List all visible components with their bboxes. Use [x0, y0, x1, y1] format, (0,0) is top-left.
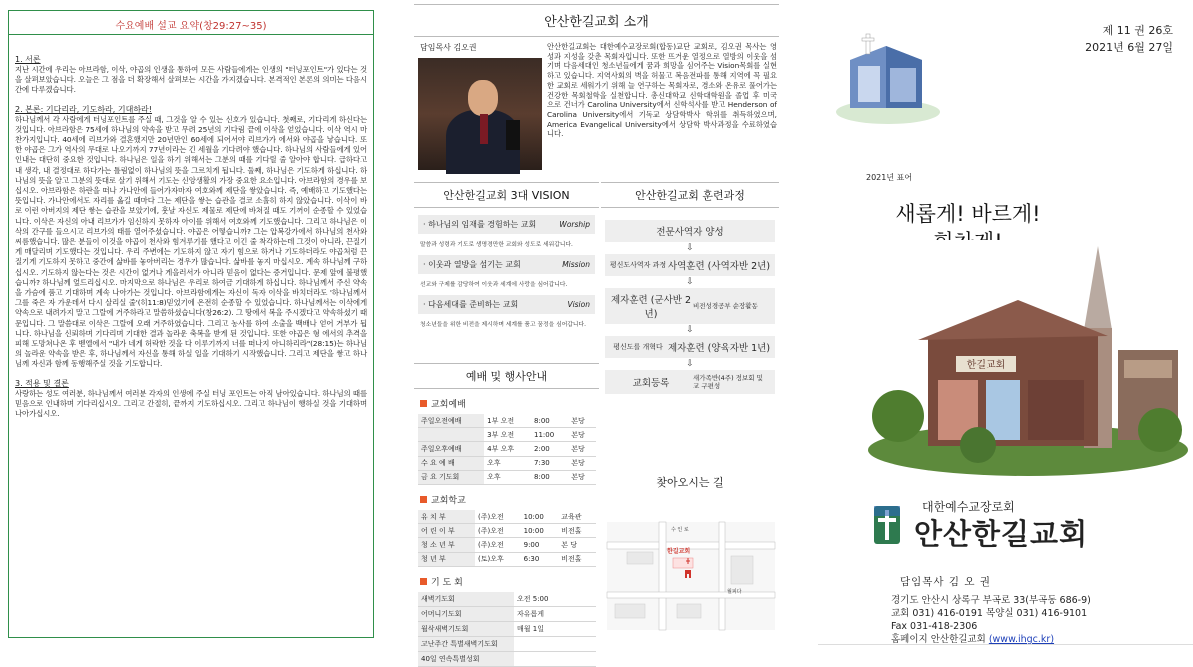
step-right: 새가족반(4주) 정보회 및 교 구편성 [693, 374, 763, 390]
table-cell: 본당 [568, 428, 596, 442]
table-cell: 40일 연속특별성회 [418, 651, 514, 666]
table-cell [418, 428, 484, 442]
step-left: 평신도사역자 과정 [609, 261, 667, 269]
intro-panel [414, 4, 779, 174]
vision-label: · 다음세대를 준비하는 교회 [423, 300, 519, 309]
service-row [418, 470, 596, 484]
table-cell: 10:00 [521, 510, 559, 524]
down-arrow-icon: ⇩ [686, 277, 694, 287]
table-cell: 2:00 [531, 442, 568, 456]
step-left: 교회등록 [632, 378, 670, 389]
prayer-heading: 기 도 회 [420, 575, 599, 588]
homepage: 홈페이지 안산한길교회 (www.ihgc.kr) [891, 634, 1055, 645]
table-cell: 자유롭게 [514, 606, 596, 621]
church-photo [868, 240, 1188, 472]
vision-desc: 선교와 구제를 감당하여 이웃과 세계에 사랑을 심어갑니다. [420, 282, 568, 288]
table-cell [514, 636, 596, 651]
vision-en: Vision [567, 300, 590, 309]
sermon-section [15, 105, 367, 370]
table-cell: 6:30 [521, 552, 559, 566]
training-step [605, 254, 775, 276]
table-cell: 매월 1일 [514, 621, 596, 636]
vision-item [418, 215, 595, 234]
vision-item [418, 255, 595, 274]
down-arrow-icon: ⇩ [686, 243, 694, 253]
vision-en: Mission [562, 260, 590, 269]
section-heading: 2. 본론: 기다리라, 기도하라, 기대하라! [15, 104, 152, 114]
church-name: 안산한길교회 [914, 517, 1089, 551]
issue-number: 제 11 권 26호 [1102, 24, 1173, 37]
intro-description: 안산한길교회는 대한예수교장로회(합동)교단 교회로, 김오권 목사는 영성과 지성을 갖춘 목회자입니다. 또한 뜨거운 열정으로 열방의 이웃을 섬기며 다음세대인 청소년들에게 꿈과 희망을 심어주는 Vision목회를 실현하고 있습니다. 지역사회의 벽을 허물고 복음전파를 통해 지역에 꼭 필요한 교회로 세워가기 위해 늘 연구하는 목회자로, 경소와 온유로 풀어가는 건강한 목회철학을 실천합니다. 총신대학교 신학대학원을 졸업 후 미국으로 건너가 Carolina University에서 신학석사를 받고 Henderson of Carolina University에서 기독교 상담학박사 학위를 취득하였으며, America Evangelical University에서 상담학 박사과정을 수료하였습니다. [547, 42, 777, 139]
prayer-row [418, 636, 596, 651]
services-heading: 교회예배 [420, 397, 599, 410]
directions-title: 찾아오시는 길 [601, 470, 779, 494]
denomination: 대한예수교장로회 [922, 500, 1015, 514]
worship-panel [414, 363, 599, 663]
table-cell: 주일오후예배 [418, 442, 484, 456]
table-cell: (주)오전 [475, 510, 521, 524]
prayer-row [418, 606, 596, 621]
down-arrow-icon: ⇩ [686, 359, 694, 369]
table-cell: 월삭새벽기도회 [418, 621, 514, 636]
cover-panel [818, 8, 1193, 645]
section-body: 지난 시간에 우리는 아브라함, 이삭, 야곱의 인생을 통하여 모든 사람들에게는 인생의 "터닝포인트"가 있다는 것을 살펴보았습니다. 오늘은 그 점을 더 확장해서 살펴보는 시간을 가지겠습니다. 본격적인 본론의 의미는 다음시간에 다루겠습니다. [15, 65, 367, 95]
service-row [418, 456, 596, 470]
map-area-label: 월피다 [727, 589, 742, 595]
table-cell: 새벽기도회 [418, 592, 514, 607]
prayer-table [418, 592, 596, 667]
table-cell: 오전 5:00 [514, 592, 596, 607]
training-top: 전문사역자 양성 [605, 220, 775, 242]
service-row [418, 442, 596, 456]
table-cell: 고난주간 특별새벽기도회 [418, 636, 514, 651]
table-cell: 비전홀 [558, 524, 596, 538]
contact-info [891, 594, 1091, 646]
step-left: 제자훈련 (군사반 2년) [610, 295, 692, 320]
table-cell: 본당 [568, 456, 596, 470]
bullet-square-icon [420, 496, 427, 503]
map-church-label: 한길교회 [667, 548, 691, 555]
vision-title: 안산한길교회 3대 VISION [414, 182, 599, 208]
training-step [605, 336, 775, 358]
church-logo [868, 496, 1148, 560]
table-cell: 3부 오전 [484, 428, 531, 442]
sermon-section [15, 55, 367, 96]
step-right: 사역훈련 (사역자반 2년) [667, 261, 771, 272]
prayer-row [418, 651, 596, 666]
vision-desc: 청소년들을 위한 비전을 제시하며 세계를 품고 꿈정을 심어갑니다. [420, 322, 586, 328]
training-step [605, 370, 775, 394]
table-cell: 4부 오후 [484, 442, 531, 456]
service-row [418, 414, 596, 428]
table-cell: 비전홀 [558, 552, 596, 566]
training-panel [601, 182, 779, 462]
vision-label: · 하나님의 임재를 경험하는 교회 [423, 220, 537, 229]
slogan-line1: 새롭게! 바르게! [895, 202, 1041, 226]
location-map [607, 522, 775, 630]
table-cell: 유 치 부 [418, 510, 475, 524]
training-step [605, 288, 775, 324]
table-cell: (주)오전 [475, 524, 521, 538]
table-cell: 10:00 [521, 524, 559, 538]
service-row [418, 428, 596, 442]
homepage-link[interactable]: (www.ihgc.kr) [988, 634, 1055, 645]
table-cell: 7:30 [531, 456, 568, 470]
issue-date: 2021년 6월 27일 [1085, 41, 1173, 54]
step-left: 평신도를 개혁다 [613, 343, 663, 351]
section-body: 하나님께서 각 사람에게 터닝포인트를 주실 때, 그것을 알 수 있는 신호가 있습니다. 첫째로, 기다리게 하신다는 것입니다. 아브라함은 75세에 하나님의 약속을 받고 무려 25년의 기다림 끝에 이삭을 얻었습니다. 이삭 역시 마찬가지입니다. 40세에 리브가와 결혼했지만 20년만인 60세에 되어서야 리브가가 에서와 야곱을 낳습니다. 또한 야곱은 그가 역사의 무대로 나오기까지 77년이라는 긴 세월을 기다려야 했습니다. 하나님의 사람들에게 있어 인내는 대단히 중요한 것입니다. 하나님은 일을 하기 위해서는 그분의 때를 기다릴 줄 알아야 합니다. 급하다고 내 생각, 내 결정대로 하다가는 틀림없이 하나님의 뜻을 그르치게 됩니다. 둘째, 하나님은 기도하게 하십니다. 하나님의 뜻을 알고 그분의 뜻대로 살기 위해서 기도는 신앙생활의 가장 중요한 요소입니다. 아브라함의 경우를 보십시오. 아브라함은 하란을 떠나 가나안에 들어가자마자 여호와께 제단을 쌓았습니다. 즉, 예배하고 기도했다는 뜻입니다. 가나안에서도 자리를 옮길 때마다 그는 제단을 쌓는 습관을 결코 소홀히 하지 않았습니다. 이삭이 바로 이런 아버지의 제단 쌓는 습관을 보았기에, 훗날 자신도 제물로 제단에 바쳐질 때도 기꺼이 순종할 수 있었습니다. 이삭은 자신의 아내 리브가가 임신하지 못하자 아이를 위해서 여호와께 기도했습니다. 그리고 하나님은 이삭의 간구를 들으시고 리브가의 태를 열어주셨습니다. 야곱은 어떻습니까? 그는 압복강가에서 하나님의 천사와 씨름했습니다. 많은 분들이 이것을 야곱이 천사와 힘겨루기를 했다고 이긴 줄 착각하는데 그것이 아니라, 끈질기게 매달리며 기도했다는 것입니다. 우리 주변에는 기도하지 않고 자기 힘으로 하거나 기도하더라도 야곱처럼 끈질기게 기도하지 못하고 중간에 삶바를 놓아버리는 경우가 많습니다. 삶바를 놓지 마십시오. 계속 하나님께 구하십시오. 기도하지 않는다는 것은 시간이 없거나 게을러서가 아니라 믿음이 없다는 증거입니다. 문제 앞에 불평했습니까? 하나님께 엎드리십시오. 마지막으로 하나님은 우리로 하여금 기대하게 하십니다. 하나님께서 주신 약속을 가슴에 품고 기대하며 계속 나아가는 것입니다. 아브라함에게는 자신이 독자 이삭을 바치더라도 '하나님께서 그를 죽은 자 가운데서 다시 살리실 줄'(히11:8)믿었기에 온전히 순종할 수 있었습니다. 하나님께서는 이삭에게 약속으로 내려가지 말고 그랄에 거주하라고 말씀하셨습니다(창26:2). 그 땅에서 복을 주시겠다고 약속하셨기 때문입니다. 그 말씀대로 이삭은 그랄에 오래 거주하였습니다. 그리고 농사를 하여 소출을 백배나 얻어 거부가 됩니다. 하나님을 신뢰하며 기다리며 기대한 결과 놀라운 축복을 받게 된 것입니다. 또한 야곱은 형 에서의 추격을 피해 도망쳐나온 후 벧엘에서 "내가 네게 허락한 것을 다 이루기까지 너를 떠나지 아니하리라"(28:15)는 하나님의 놀라운 약속을 받은 후, 하나님께서 자신을 통해 하실 일을 기대하기 시작했습니다. 그리고 제단을 쌓고 하나님께 자신과 함께 동행해주실 것을 기도합니다. [15, 114, 367, 369]
pastor-name: 담임목사 김 오 권 [900, 576, 992, 588]
table-cell: 1부 오전 [484, 414, 531, 428]
year-label: 2021년 표어 [866, 173, 913, 182]
table-cell: 본당 [568, 442, 596, 456]
table-cell: 오후 [484, 456, 531, 470]
table-cell: 주일오전예배 [418, 414, 484, 428]
bullet-square-icon [420, 578, 427, 585]
fax: Fax 031-418-2306 [891, 621, 978, 632]
table-cell: 8:00 [531, 470, 568, 484]
table-cell: 9:00 [521, 538, 559, 552]
services-table [418, 414, 596, 485]
cross-icon [868, 502, 906, 548]
table-cell: 본당 [568, 414, 596, 428]
issue-info [1085, 22, 1173, 56]
table-cell: 교육관 [558, 510, 596, 524]
step-right: 비전성경공부 순장활동 [693, 302, 758, 310]
sermon-title: 수요예배 설교 요약(창29:27~35) [9, 13, 373, 35]
prayer-row [418, 592, 596, 607]
address: 경기도 안산시 상록구 부곡로 33(부곡동 686-9) [891, 595, 1091, 606]
vision-en: Worship [559, 220, 590, 229]
vision-desc: 말씀과 성령과 기도로 생명경만한 교회와 성도로 세워갑니다. [420, 242, 573, 248]
worship-title: 예배 및 행사안내 [414, 363, 599, 389]
table-cell: 본당 [568, 470, 596, 484]
phone: 교회 031) 416-0191 목양실 031) 416-9101 [891, 608, 1088, 619]
table-cell: 수 요 예 배 [418, 456, 484, 470]
section-body: 사랑하는 성도 여러분, 하나님께서 여러분 각자의 인생에 주실 터닝 포인트는 아직 남아있습니다. 하나님의 때를 믿음으로 인내하며 기다리십시오. 그리고 간절히, 끝까지 기도하십시오. 그리고 하나님이 행하실 것을 기대하며 나아가십시오. [15, 388, 367, 419]
pastor-photo [418, 58, 542, 170]
table-cell: 11:00 [531, 428, 568, 442]
school-row [418, 538, 596, 552]
bullet-square-icon [420, 400, 427, 407]
table-cell: (토)오후 [475, 552, 521, 566]
sermon-section [15, 379, 367, 420]
table-cell: 오후 [484, 470, 531, 484]
church-sign-text: 한길교회 [966, 360, 1006, 371]
sermon-panel [8, 10, 374, 638]
table-cell: 청 년 부 [418, 552, 475, 566]
vision-item [418, 295, 595, 314]
pastor-label: 담임목사 김오권 [420, 43, 477, 52]
table-cell: 어 린 이 부 [418, 524, 475, 538]
section-heading: 1. 서론 [15, 55, 41, 64]
training-title: 안산한길교회 훈련과정 [601, 182, 779, 208]
table-cell: 본 당 [558, 538, 596, 552]
table-cell: 어머니기도회 [418, 606, 514, 621]
map-road-label: 수 인 로 [671, 527, 689, 533]
step-right: 제자훈련 (양육자반 1년) [667, 343, 771, 354]
school-heading: 교회학교 [420, 493, 599, 506]
down-arrow-icon: ⇩ [686, 325, 694, 335]
table-cell: 금 요 기도회 [418, 470, 484, 484]
vision-label: · 이웃과 열방을 섬기는 교회 [423, 260, 521, 269]
table-cell: 청 소 년 부 [418, 538, 475, 552]
school-row [418, 510, 596, 524]
intro-title: 안산한길교회 소개 [414, 4, 779, 37]
table-cell: 8:00 [531, 414, 568, 428]
school-row [418, 524, 596, 538]
table-cell [514, 651, 596, 666]
building-illustration [830, 20, 940, 130]
section-heading: 3. 적용 및 결론 [15, 378, 69, 388]
table-cell: (주)오전 [475, 538, 521, 552]
directions-panel [601, 470, 779, 640]
school-row [418, 552, 596, 566]
vision-panel [414, 182, 599, 359]
school-table [418, 510, 596, 567]
prayer-row [418, 621, 596, 636]
